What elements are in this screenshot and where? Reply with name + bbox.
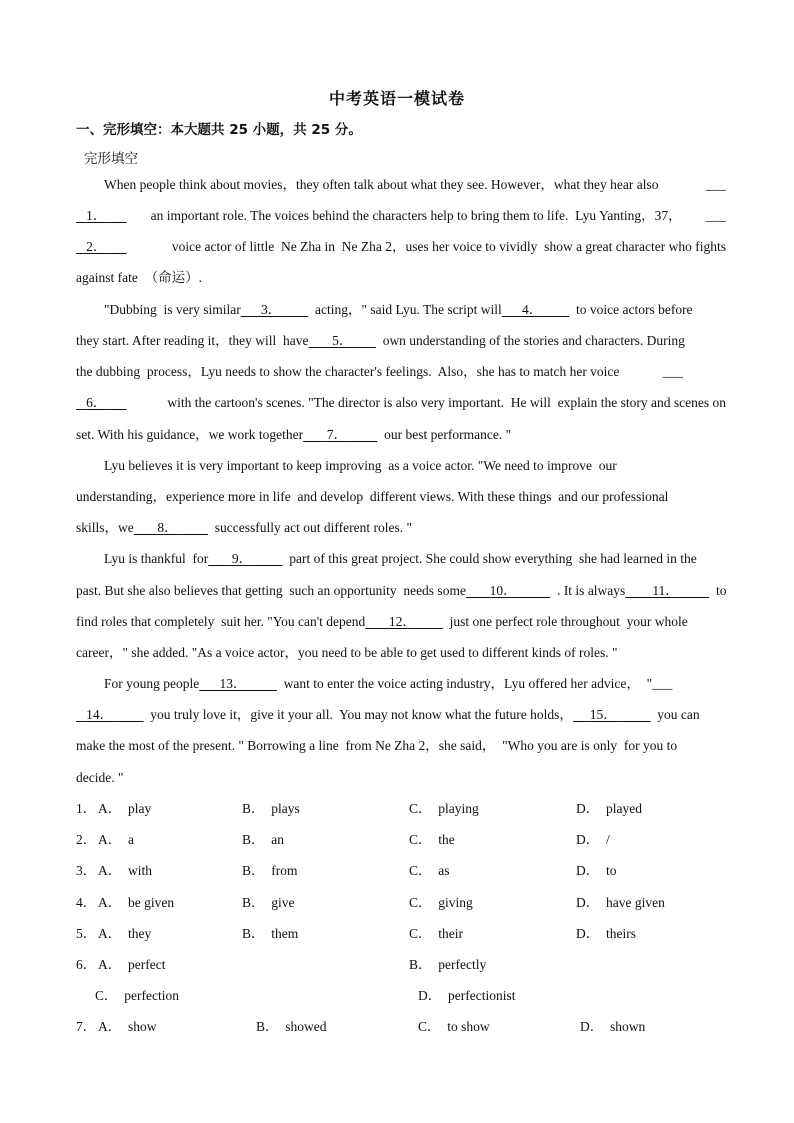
option-d: D． theirs xyxy=(576,926,636,941)
blank-13: 13． xyxy=(219,676,247,691)
section-heading: 一、完形填空：本大题共 25 小题，共 25 分。 xyxy=(76,122,362,138)
blank-underline: ___ xyxy=(705,177,726,192)
blank-underline: ___ xyxy=(705,208,726,223)
passage-line: "Dubbing is very similar 3． acting，" said Lyu. The script will 4． to voice actors before xyxy=(104,302,693,317)
option-d: D． / xyxy=(576,832,610,847)
passage-line: 2． voice actor of little Ne Zha in Ne Zha 2，uses her voice to vividly show a great character who fights xyxy=(76,237,726,257)
option-a: A． be given xyxy=(98,895,175,910)
blank-9: 9． xyxy=(231,551,253,566)
page-title: 中考英语一模试卷 xyxy=(328,89,465,108)
blank-1: 1． xyxy=(86,208,107,223)
option-c: C． their xyxy=(409,926,463,941)
passage-line: Lyu is thankful for 9． part of this great project. She could show everything she had learned in the xyxy=(104,551,697,566)
option-a: A． play xyxy=(98,801,152,816)
option-d: D． shown xyxy=(580,1019,646,1034)
option-c: C． playing xyxy=(409,801,479,816)
passage-line: career，" she added. "As a voice actor，you need to be able to get used to different kinds of roles. " xyxy=(76,645,618,660)
question-number: 7． xyxy=(76,1019,97,1034)
passage-line: Lyu believes it is very important to keep improving as a voice actor. "We need to improve our xyxy=(104,458,617,473)
passage-line: When people think about movies，they often talk about what they see. However，what they hear also ___ xyxy=(76,175,726,195)
blank-8: 8． xyxy=(157,520,178,535)
question-number: 2． xyxy=(76,832,97,847)
option-b: B． showed xyxy=(256,1019,327,1034)
blank-7: 7． xyxy=(326,427,348,442)
option-b: B． an xyxy=(242,832,284,847)
passage-line: 14． you truly love it，give it your all. You may not know what the future holds， 15． you can xyxy=(76,705,726,725)
question-number: 4． xyxy=(76,895,97,910)
option-a: A． they xyxy=(98,926,152,941)
blank-11: 11． xyxy=(652,583,679,598)
blank-4: 4． xyxy=(521,302,543,317)
question-number: 3． xyxy=(76,863,97,878)
option-a: A． a xyxy=(98,832,134,847)
passage-line: 6． with the cartoon's scenes. "The director is also very important. He will explain the story and scenes on xyxy=(76,393,726,413)
option-b: B． them xyxy=(242,926,299,941)
blank-3: 3． xyxy=(261,302,282,317)
option-d: D． to xyxy=(576,863,617,878)
option-a: A． perfect xyxy=(98,957,166,972)
option-c: C． to show xyxy=(418,1019,490,1034)
question-number: 6． xyxy=(76,957,97,972)
passage-line: understanding，experience more in life and develop different views. With these things and our professional xyxy=(76,489,669,504)
sub-heading: 完形填空 xyxy=(84,151,138,167)
blank-12: 12． xyxy=(388,614,416,629)
option-c: C． perfection xyxy=(95,988,179,1003)
passage-line: skills，we 8． successfully act out different roles. " xyxy=(76,520,412,535)
passage-line: the dubbing process，Lyu needs to show the character's feelings. Also，she has to match her voice ___ xyxy=(76,362,726,382)
option-a: A． with xyxy=(98,863,152,878)
blank-underline: ___ xyxy=(662,364,683,379)
blank-6: 6． xyxy=(86,395,107,410)
blank-10: 10． xyxy=(489,583,517,598)
blank-5: 5． xyxy=(332,333,353,348)
passage-line: they start. After reading it，they will have 5． own understanding of the stories and characters. During xyxy=(76,333,685,348)
option-c: C． as xyxy=(409,863,450,878)
option-d: D． played xyxy=(576,801,642,816)
passage-line: against fate （命运）. xyxy=(76,270,202,285)
option-c: C． the xyxy=(409,832,455,847)
blank-14: 14． xyxy=(86,707,114,722)
option-c: C． giving xyxy=(409,895,473,910)
blank-15: 15． xyxy=(589,707,617,722)
question-number: 5． xyxy=(76,926,97,941)
option-d: D． have given xyxy=(576,895,665,910)
option-a: A． show xyxy=(98,1019,157,1034)
blank-2: 2． xyxy=(86,239,107,254)
option-b: B． plays xyxy=(242,801,300,816)
passage-line: find roles that completely suit her. "You can't depend 12． just one perfect role throughout your whole xyxy=(76,614,688,629)
passage-line: make the most of the present. " Borrowing a line from Ne Zha 2，she said， "Who you are is only for you to xyxy=(76,738,678,753)
passage-line: 1． an important role. The voices behind the characters help to bring them to life. Lyu Yanting，37， ___ xyxy=(76,206,726,226)
passage-line: past. But she also believes that getting such an opportunity needs some 10． . It is always 11． to xyxy=(76,583,727,598)
option-b: B． from xyxy=(242,863,298,878)
option-b: B． perfectly xyxy=(409,957,487,972)
passage-line: decide. " xyxy=(76,770,124,785)
passage-line: For young people 13． want to enter the voice acting industry，Lyu offered her advice， "___ xyxy=(104,676,673,691)
question-number: 1． xyxy=(76,801,97,816)
option-b: B． give xyxy=(242,895,295,910)
option-d: D． perfectionist xyxy=(418,988,516,1003)
passage-line: set. With his guidance，we work together 7． our best performance. " xyxy=(76,427,512,442)
